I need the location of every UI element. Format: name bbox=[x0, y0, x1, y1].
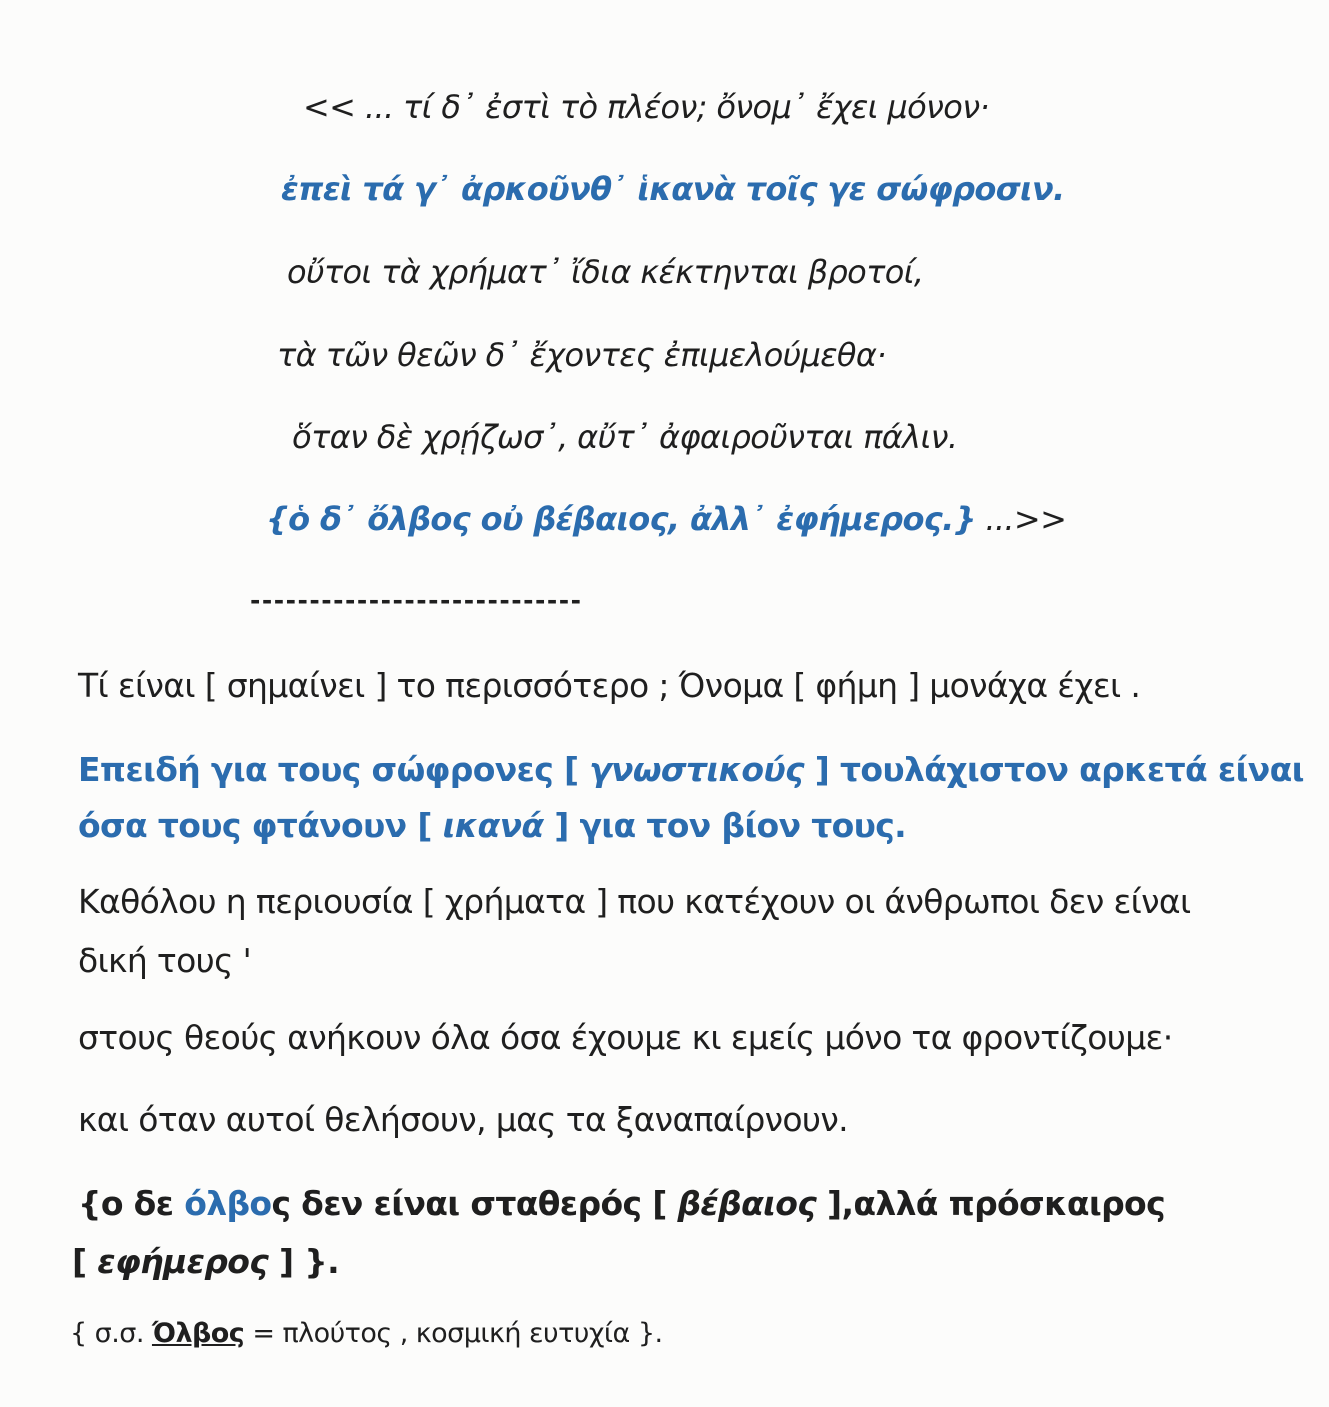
translation-line-segment: Όλβος bbox=[151, 1318, 245, 1349]
translation-line-segment: όσα τους φτάνουν [ bbox=[78, 806, 443, 845]
translation-line bbox=[78, 882, 1191, 922]
translation-line-segment: ικανά bbox=[442, 806, 544, 845]
translation-line-segment: ] τουλάχιστον αρκετά είναι bbox=[803, 750, 1304, 789]
quote-line bbox=[292, 418, 957, 456]
translation-line-segment: βέβαιος bbox=[677, 1184, 817, 1223]
translation-line bbox=[78, 666, 1140, 706]
translation-line-segment: ],αλλά πρόσκαιρος bbox=[816, 1184, 1165, 1223]
translation-line-segment: = πλούτος , κοσμική ευτυχία }. bbox=[244, 1318, 663, 1349]
translation-line bbox=[78, 941, 251, 981]
quote-line-segment: {ὁ δ᾽ ὄλβος οὐ βέβαιος, ἀλλ᾽ ἐφήμερος.} bbox=[266, 500, 976, 538]
quote-line-segment: ...>> bbox=[975, 500, 1067, 538]
quote-line bbox=[303, 88, 989, 126]
translation-line-segment: όλβο bbox=[184, 1184, 272, 1223]
translation-line-segment: και όταν αυτοί θελήσουν, μας τα ξαναπαίρνουν. bbox=[78, 1100, 848, 1139]
translation-line bbox=[70, 1318, 663, 1350]
quote-line bbox=[281, 170, 1065, 208]
translation-line bbox=[78, 1018, 1173, 1058]
translation-line bbox=[78, 806, 906, 846]
translation-line-segment: {ο δε bbox=[78, 1184, 185, 1223]
quote-line-segment: οὔτοι τὰ χρήματ᾽ ἴδια κέκτηνται βροτοί, bbox=[287, 253, 924, 291]
quote-line-segment: ἐπεὶ τά γ᾽ ἀρκοῦνθ᾽ ἱκανὰ τοῖς γε σώφροσιν. bbox=[281, 170, 1065, 208]
translation-line bbox=[78, 1100, 848, 1140]
translation-line-segment: Καθόλου η περιουσία [ χρήματα ] που κατέχουν οι άνθρωποι δεν είναι bbox=[78, 882, 1191, 921]
translation-line-segment: ] }. bbox=[268, 1242, 339, 1281]
quote-line bbox=[277, 336, 886, 374]
translation-line-segment: δική τους ' bbox=[78, 941, 252, 980]
quote-line bbox=[287, 253, 923, 291]
translation-line-segment: στους θεούς ανήκουν όλα όσα έχουμε κι εμείς μόνο τα φροντίζουμε· bbox=[78, 1018, 1173, 1057]
translation-line-segment: Τί είναι [ σημαίνει ] το περισσότερο ; Όνομα [ φήμη ] μονάχα έχει . bbox=[78, 666, 1141, 705]
translation-line bbox=[78, 1184, 1165, 1224]
quote-line-segment: << ... τί δ᾽ ἐστὶ τὸ πλέον; ὄνομ᾽ ἔχει μόνον· bbox=[303, 88, 989, 126]
translation-line-segment: Επειδή για τους σώφρονες [ bbox=[78, 750, 590, 789]
translation-line-segment: εφήμερος bbox=[97, 1242, 269, 1281]
translation-line-segment: γνωστικούς bbox=[589, 750, 804, 789]
translation-line-segment: { σ.σ. bbox=[70, 1318, 152, 1349]
translation-line bbox=[72, 1242, 339, 1282]
dashed-separator: ---------------------------- bbox=[250, 586, 583, 615]
translation-line-segment: ] για τον βίον τους. bbox=[543, 806, 907, 845]
translation-line bbox=[78, 750, 1304, 790]
quote-line-segment: τὰ τῶν θεῶν δ᾽ ἔχοντες ἐπιμελούμεθα· bbox=[277, 336, 886, 374]
translation-line-segment: [ bbox=[72, 1242, 98, 1281]
quote-line-segment: ὅταν δὲ χρῄζωσ᾽, αὔτ᾽ ἀφαιροῦνται πάλιν. bbox=[292, 418, 958, 456]
translation-line-segment: ς δεν είναι σταθερός [ bbox=[271, 1184, 678, 1223]
quote-line bbox=[266, 500, 1066, 538]
